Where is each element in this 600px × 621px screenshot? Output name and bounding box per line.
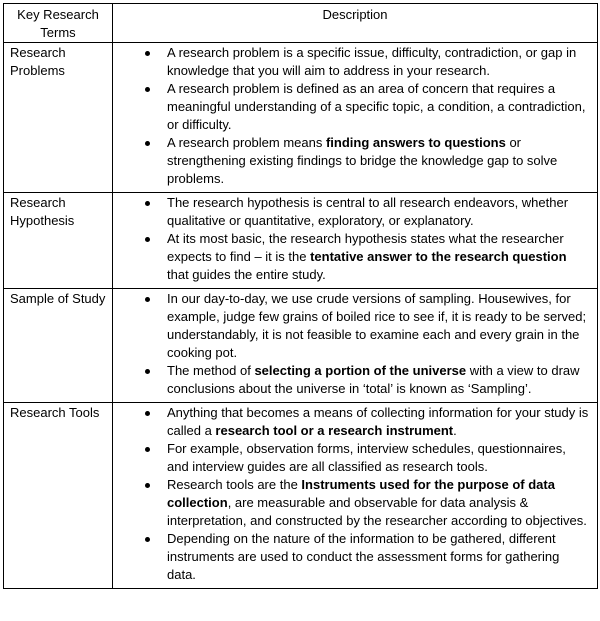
text-segment: In our day-to-day, we use crude versions of sampling. Housewives, for example, judge few grains of boiled rice to see if, it is ready to be served; understandably, it is not feasible to examine each and every grain in the cooking pot. xyxy=(167,291,587,360)
text-segment: A research problem is a specific issue, difficulty, contradiction, or gap in knowledge that you will aim to address in your research. xyxy=(167,45,577,78)
bullet-icon xyxy=(145,87,150,92)
list-item xyxy=(113,404,589,440)
header-description: Description xyxy=(113,4,598,43)
table-row xyxy=(4,193,598,289)
term-cell: Research Hypothesis xyxy=(4,193,113,289)
list-item xyxy=(113,194,589,230)
description-cell xyxy=(113,193,598,289)
text-segment: Depending on the nature of the information to be gathered, different instruments are used to conduct the assessment forms for gathering data. xyxy=(167,531,560,582)
text-segment: Anything that becomes a means of collecting information for your study is called a xyxy=(167,405,589,438)
header-row xyxy=(4,4,598,43)
text-segment: The method of xyxy=(167,363,255,378)
text-segment: A research problem is defined as an area of concern that requires a meaningful understanding of a specific topic, a condition, a contradiction, or difficulty. xyxy=(167,81,586,132)
bold-text: research tool or a research instrument xyxy=(215,423,454,438)
list-item xyxy=(113,476,589,530)
list-item xyxy=(113,440,589,476)
research-terms-table xyxy=(3,3,598,589)
list-item xyxy=(113,230,589,284)
list-item xyxy=(113,80,589,134)
list-item xyxy=(113,134,589,188)
bold-text: Instruments used for the purpose of data collection xyxy=(167,477,555,510)
text-segment: with a view to draw conclusions about the universe in ‘total’ is known as ‘Sampling’. xyxy=(167,363,580,396)
bullet-list xyxy=(113,290,589,398)
list-item xyxy=(113,530,589,584)
table-row xyxy=(4,43,598,193)
bullet-icon xyxy=(145,141,150,146)
bullet-icon xyxy=(145,483,150,488)
bullet-icon xyxy=(145,237,150,242)
term-cell: Research Tools xyxy=(4,403,113,589)
bullet-icon xyxy=(145,51,150,56)
description-cell xyxy=(113,403,598,589)
list-item xyxy=(113,362,589,398)
text-segment: For example, observation forms, interview schedules, questionnaires, and interview guides are all classified as research tools. xyxy=(167,441,566,474)
table-row xyxy=(4,403,598,589)
text-segment: At its most basic, the research hypothesis states what the researcher expects to find – it is the xyxy=(167,231,564,264)
text-segment: Research tools are the xyxy=(167,477,302,492)
bullet-icon xyxy=(145,201,150,206)
bullet-list xyxy=(113,44,589,188)
term-cell: Research Problems xyxy=(4,43,113,193)
list-item xyxy=(113,290,589,362)
bullet-icon xyxy=(145,537,150,542)
header-key-terms: Key Research Terms xyxy=(4,4,113,43)
table-row xyxy=(4,289,598,403)
bold-text: tentative answer to the research question xyxy=(310,249,567,264)
description-cell xyxy=(113,43,598,193)
term-cell: Sample of Study xyxy=(4,289,113,403)
text-segment: . xyxy=(453,423,457,438)
description-cell xyxy=(113,289,598,403)
text-segment: A research problem means xyxy=(167,135,326,150)
list-item xyxy=(113,44,589,80)
bullet-icon xyxy=(145,297,150,302)
bullet-list xyxy=(113,404,589,584)
bold-text: selecting a portion of the universe xyxy=(254,363,467,378)
text-segment: , are measurable and observable for data analysis & interpretation, and constructed by the researcher according to objectives. xyxy=(167,495,587,528)
bullet-list xyxy=(113,194,589,284)
bullet-icon xyxy=(145,369,150,374)
bullet-icon xyxy=(145,447,150,452)
text-segment: The research hypothesis is central to all research endeavors, whether qualitative or quantitative, exploratory, or explanatory. xyxy=(167,195,569,228)
text-segment: or strengthening existing findings to bridge the knowledge gap to solve problems. xyxy=(167,135,558,186)
bold-text: finding answers to questions xyxy=(325,135,506,150)
bullet-icon xyxy=(145,411,150,416)
text-segment: that guides the entire study. xyxy=(167,267,326,282)
